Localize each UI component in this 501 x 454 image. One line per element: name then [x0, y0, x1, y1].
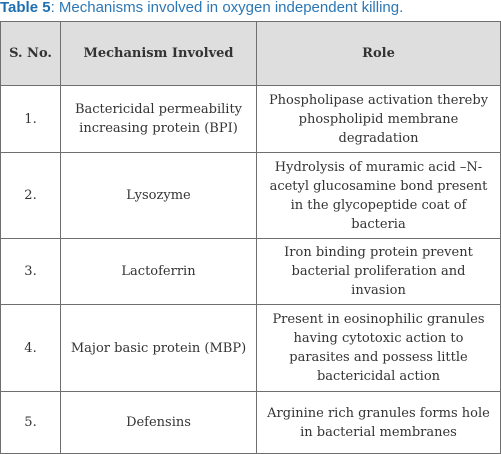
cell-mechanism: Major basic protein (MBP) — [61, 305, 257, 392]
mechanisms-table — [0, 21, 501, 454]
cell-sno: 5. — [1, 392, 61, 454]
cell-mechanism: Lysozyme — [61, 153, 257, 239]
header-mechanism: Mechanism Involved — [61, 22, 257, 86]
table-row — [1, 305, 501, 392]
table-body — [1, 86, 501, 454]
cell-sno: 4. — [1, 305, 61, 392]
table-header — [1, 22, 501, 86]
header-row — [1, 22, 501, 86]
table-row — [1, 239, 501, 305]
table-caption-text: : Mechanisms involved in oxygen independent killing. — [50, 0, 404, 16]
cell-role: Present in eosinophilic granules having cytotoxic action to parasites and possess little bactericidal action — [257, 305, 501, 392]
cell-sno: 3. — [1, 239, 61, 305]
cell-role: Arginine rich granules forms hole in bacterial membranes — [257, 392, 501, 454]
header-role: Role — [257, 22, 501, 86]
cell-mechanism: Lactoferrin — [61, 239, 257, 305]
table-row — [1, 153, 501, 239]
cell-mechanism: Bactericidal permeability increasing protein (BPI) — [61, 86, 257, 153]
header-sno: S. No. — [1, 22, 61, 86]
cell-mechanism: Defensins — [61, 392, 257, 454]
cell-role: Iron binding protein prevent bacterial proliferation and invasion — [257, 239, 501, 305]
table-row — [1, 392, 501, 454]
cell-role: Hydrolysis of muramic acid –N-acetyl glucosamine bond present in the glycopeptide coat of bacteria — [257, 153, 501, 239]
cell-role: Phospholipase activation thereby phospholipid membrane degradation — [257, 86, 501, 153]
cell-sno: 2. — [1, 153, 61, 239]
table-row — [1, 86, 501, 153]
table-caption — [0, 0, 501, 17]
cell-sno: 1. — [1, 86, 61, 153]
table-caption-label: Table 5 — [0, 0, 51, 16]
